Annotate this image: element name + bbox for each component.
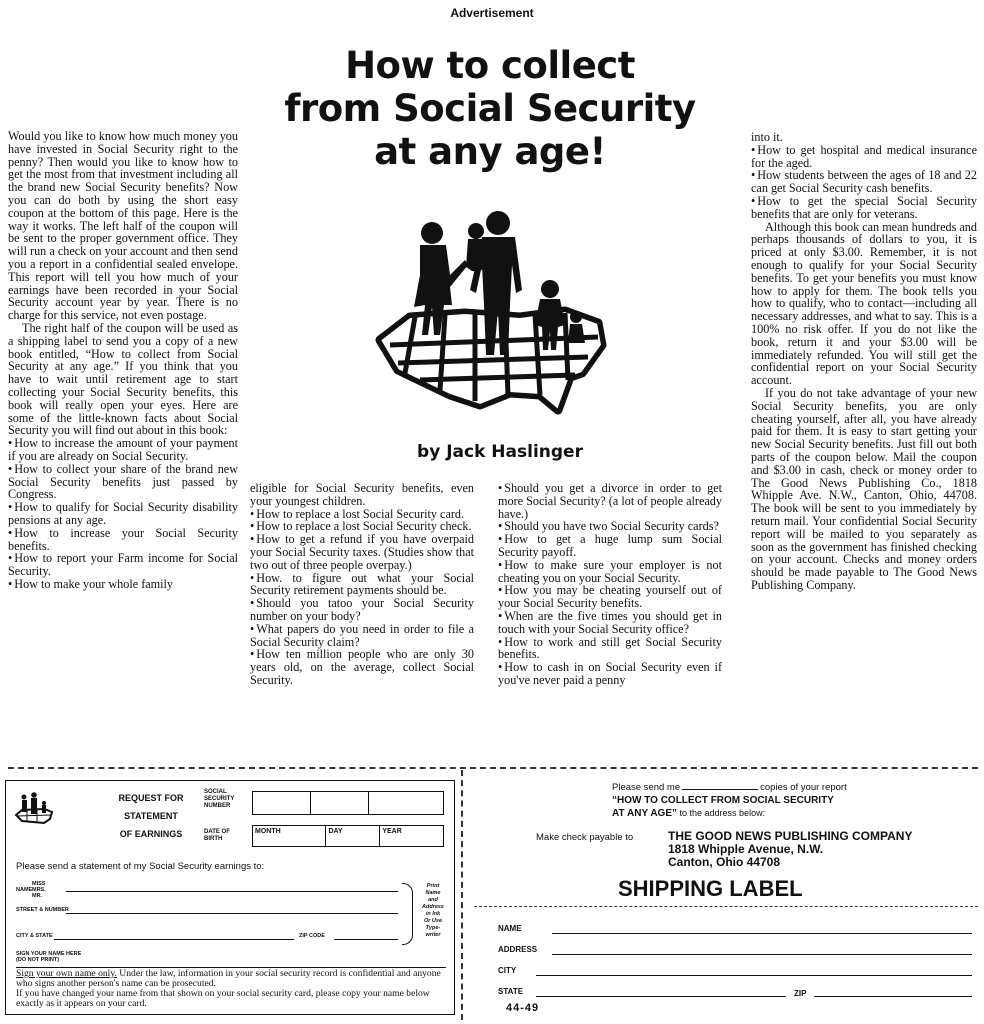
paragraph: The right half of the coupon will be used as a shipping label to send you a copy of a new book entitled, “How to collect from Social Security at any age.” If you think that you have to wait until retirement age to start collecting your Social Security benefits, this book will really open your eyes. Here are some of the little-known facts about Social Security you will find out about in this book: [8,320,238,438]
dob-field[interactable] [252,825,444,847]
list-item: • When are the five times you should get in touch with your Social Security office? [498,610,722,636]
family-on-map-illustration [370,205,610,430]
dob-day[interactable]: DAY [326,825,380,847]
paragraph: Would you like to know how much money you have invested in Social Security right to the penny? Then would you like to know how to get the most from that investment including all the brand new Social Security benefits? Now you can do both by using the short easy coupon at the bottom of this page. Here is the way it works. The left half of the coupon will be sent to the proper government office. They will run a check on your account and then send you a report in a confidential sealed envelope. This report will tell you how much of your earnings have been recorded in your Social Security account year by year. There is no charge for this service, not even postage. [8,129,238,323]
legal-notice: Sign your own name only. Under the law, information in your social security record is confidential and anyone who signs another person's name can be prosecuted. If you have changed your name from that shown on your social security card, please copy your name below exactly as it appears on your card. [16,968,441,1009]
city-state-input[interactable] [54,939,294,940]
zip-input[interactable] [334,939,398,940]
shipping-label-coupon [470,782,980,1020]
order-line: Please send me copies of your report [612,782,847,793]
ship-name-input[interactable] [552,933,972,934]
ssn-field[interactable] [252,791,444,815]
list-item: • Should you get a divorce in order to get more Social Security? (a lot of people already have.) [498,482,722,520]
list-item: • How to get a huge lump sum Social Security payoff. [498,533,722,559]
list-item: • How to make your whole family [8,578,238,591]
family-logo-icon [14,791,54,825]
paragraph: eligible for Social Security benefits, even your youngest children. [250,481,474,508]
ssn-label: SOCIAL SECURITY NUMBER [204,789,235,809]
list-item: • What papers do you need in order to file a Social Security claim? [250,623,474,649]
list-item: • How to replace a lost Social Security card. [250,508,474,521]
article-column-2 [250,482,474,687]
list-item: • How to replace a lost Social Security check. [250,520,474,533]
ship-address-input[interactable] [552,954,972,955]
earnings-request-coupon: REQUEST FOR STATEMENT OF EARNINGS SOCIAL SECURITY NUMBER DATE OF BIRTH MONTH DAY YEAR Please send a statement of my Social Security earnings to: NAME MISS MRS. MR. STREET & NUMBER CITY & STATE ZIP CODE Print Name and Address in Ink Or Use Type- writer SIGN YOUR NAME HERE (DO NOT PRINT) Sign your own name only. Under the law, information in your social security record is confidential and anyone who signs another person's name can be prosecuted. If you have changed your name from that shown on your social security card, please copy your name below exactly as it appears on your card. [5,780,455,1015]
dob-label: DATE OF BIRTH [204,829,230,842]
ship-zip-label: ZIP [794,989,807,998]
copies-input[interactable] [682,789,758,790]
book-title: “HOW TO COLLECT FROM SOCIAL SECURITY AT ANY AGE” to the address below: [612,795,834,819]
cut-line-vertical [461,770,463,1020]
advertisement-label: Advertisement [450,6,534,20]
dob-month[interactable]: MONTH [252,825,326,847]
ship-state-label: STATE [498,987,524,996]
list-item: • How ten million people who are only 30 years old, on the average, collect Social Security. [250,648,474,686]
ship-address-label: ADDRESS [498,945,538,954]
cut-line-horizontal [8,767,978,769]
ship-zip-input[interactable] [814,996,972,997]
list-item: • How to increase the amount of your payment if you are already on Social Security. [8,437,238,463]
paragraph: If you do not take advantage of your new Social Security benefits, you are only cheating yourself, after all, you have already paid for them. It is easy to start getting your new Social Security benefits. Just fill out both parts of the coupon below. Mail the coupon and $3.00 in cash, check or money order to The Good News Publishing Co., 1818 Whipple Ave. N.W., Canton, Ohio, 44708. The book will be sent to you immediately by return mail. Your confidential Social Security report will be mailed to you separately as soon as the government has finished checking on your account. Checks and money orders should be made payable to The Good News Publishing Company. [751,385,977,592]
list-item: • How to collect your share of the brand new Social Security benefits just passed by Congress. [8,463,238,501]
ssn-box-1[interactable] [252,791,311,815]
coupon-title: REQUEST FOR STATEMENT OF EARNINGS [118,793,184,839]
list-item: • How. to figure out what your Social Security retirement payments should be. [250,572,474,598]
list-item: • How to report your Farm income for Social Security. [8,552,238,578]
ssn-box-2[interactable] [311,791,369,815]
headline-line-2: from Social Security [284,87,696,130]
list-item: • How to cash in on Social Security even if you've never paid a penny [498,661,722,687]
list-item: • How to make sure your employer is not cheating you on your Social Security. [498,559,722,585]
brace [402,883,413,945]
please-send-text: Please send a statement of my Social Security earnings to: [16,861,265,872]
shipping-label-title: SHIPPING LABEL [618,876,803,901]
form-code: 44-49 [506,1002,540,1014]
ship-city-input[interactable] [536,975,972,976]
print-instruction: Print Name and Address in Ink Or Use Type- writer [421,883,444,938]
article-column-4 [751,131,977,592]
list-item: • How to get hospital and medical insurance for the aged. [751,144,977,170]
ssn-box-3[interactable] [369,791,444,815]
list-item: • How to get the special Social Security benefits that are only for veterans. [751,195,977,221]
headline-line-1: How to collect [345,44,635,87]
street-input[interactable] [66,913,398,914]
article-column-1 [8,130,238,591]
sign-label: SIGN YOUR NAME HERE (DO NOT PRINT) [16,951,82,963]
list-item: • Should you tatoo your Social Security number on your body? [250,597,474,623]
zip-label: ZIP CODE [299,933,325,939]
headline [240,44,740,173]
list-item: • How to qualify for Social Security disability pensions at any age. [8,501,238,527]
list-item: • How to increase your Social Security benefits. [8,527,238,553]
ship-name-label: NAME [498,924,522,933]
paragraph: into it. [751,130,783,144]
city-state-label: CITY & STATE [16,933,53,939]
company-address: THE GOOD NEWS PUBLISHING COMPANY 1818 Whipple Avenue, N.W. Canton, Ohio 44708 [668,829,913,869]
list-item: • How students between the ages of 18 and 22 can get Social Security cash benefits. [751,169,977,195]
list-item: • How you may be cheating yourself out of your Social Security benefits. [498,584,722,610]
list-item: • How to work and still get Social Security benefits. [498,636,722,662]
list-item: • Should you have two Social Security cards? [498,520,722,533]
dob-year[interactable]: YEAR [380,825,444,847]
headline-line-3: at any age! [374,130,606,173]
ship-city-label: CITY [498,966,517,975]
paragraph: Although this book can mean hundreds and perhaps thousands of dollars to you, it is priced at only $3.00. Remember, it is not enough to qualify for your Social Security benefits. To get your benefits you must know how to apply for them. The book tells you how to qualify, who to contact—including all necessary addresses, and what to say. This is a 100% no risk offer. If you do not like the book, return it and your $3.00 will be immediately refunded. You will still get the confidential report on your Social Security account. [751,219,977,388]
make-check-label: Make check payable to [536,832,634,843]
byline: by Jack Haslinger [417,442,583,462]
name-input[interactable] [66,891,398,892]
ship-state-input[interactable] [536,996,786,997]
street-label: STREET & NUMBER [16,907,69,913]
article-column-3 [498,482,722,687]
label-top-line [474,906,978,907]
list-item: • How to get a refund if you have overpaid your Social Security taxes. (Studies show that two out of three people overpay.) [250,533,474,571]
